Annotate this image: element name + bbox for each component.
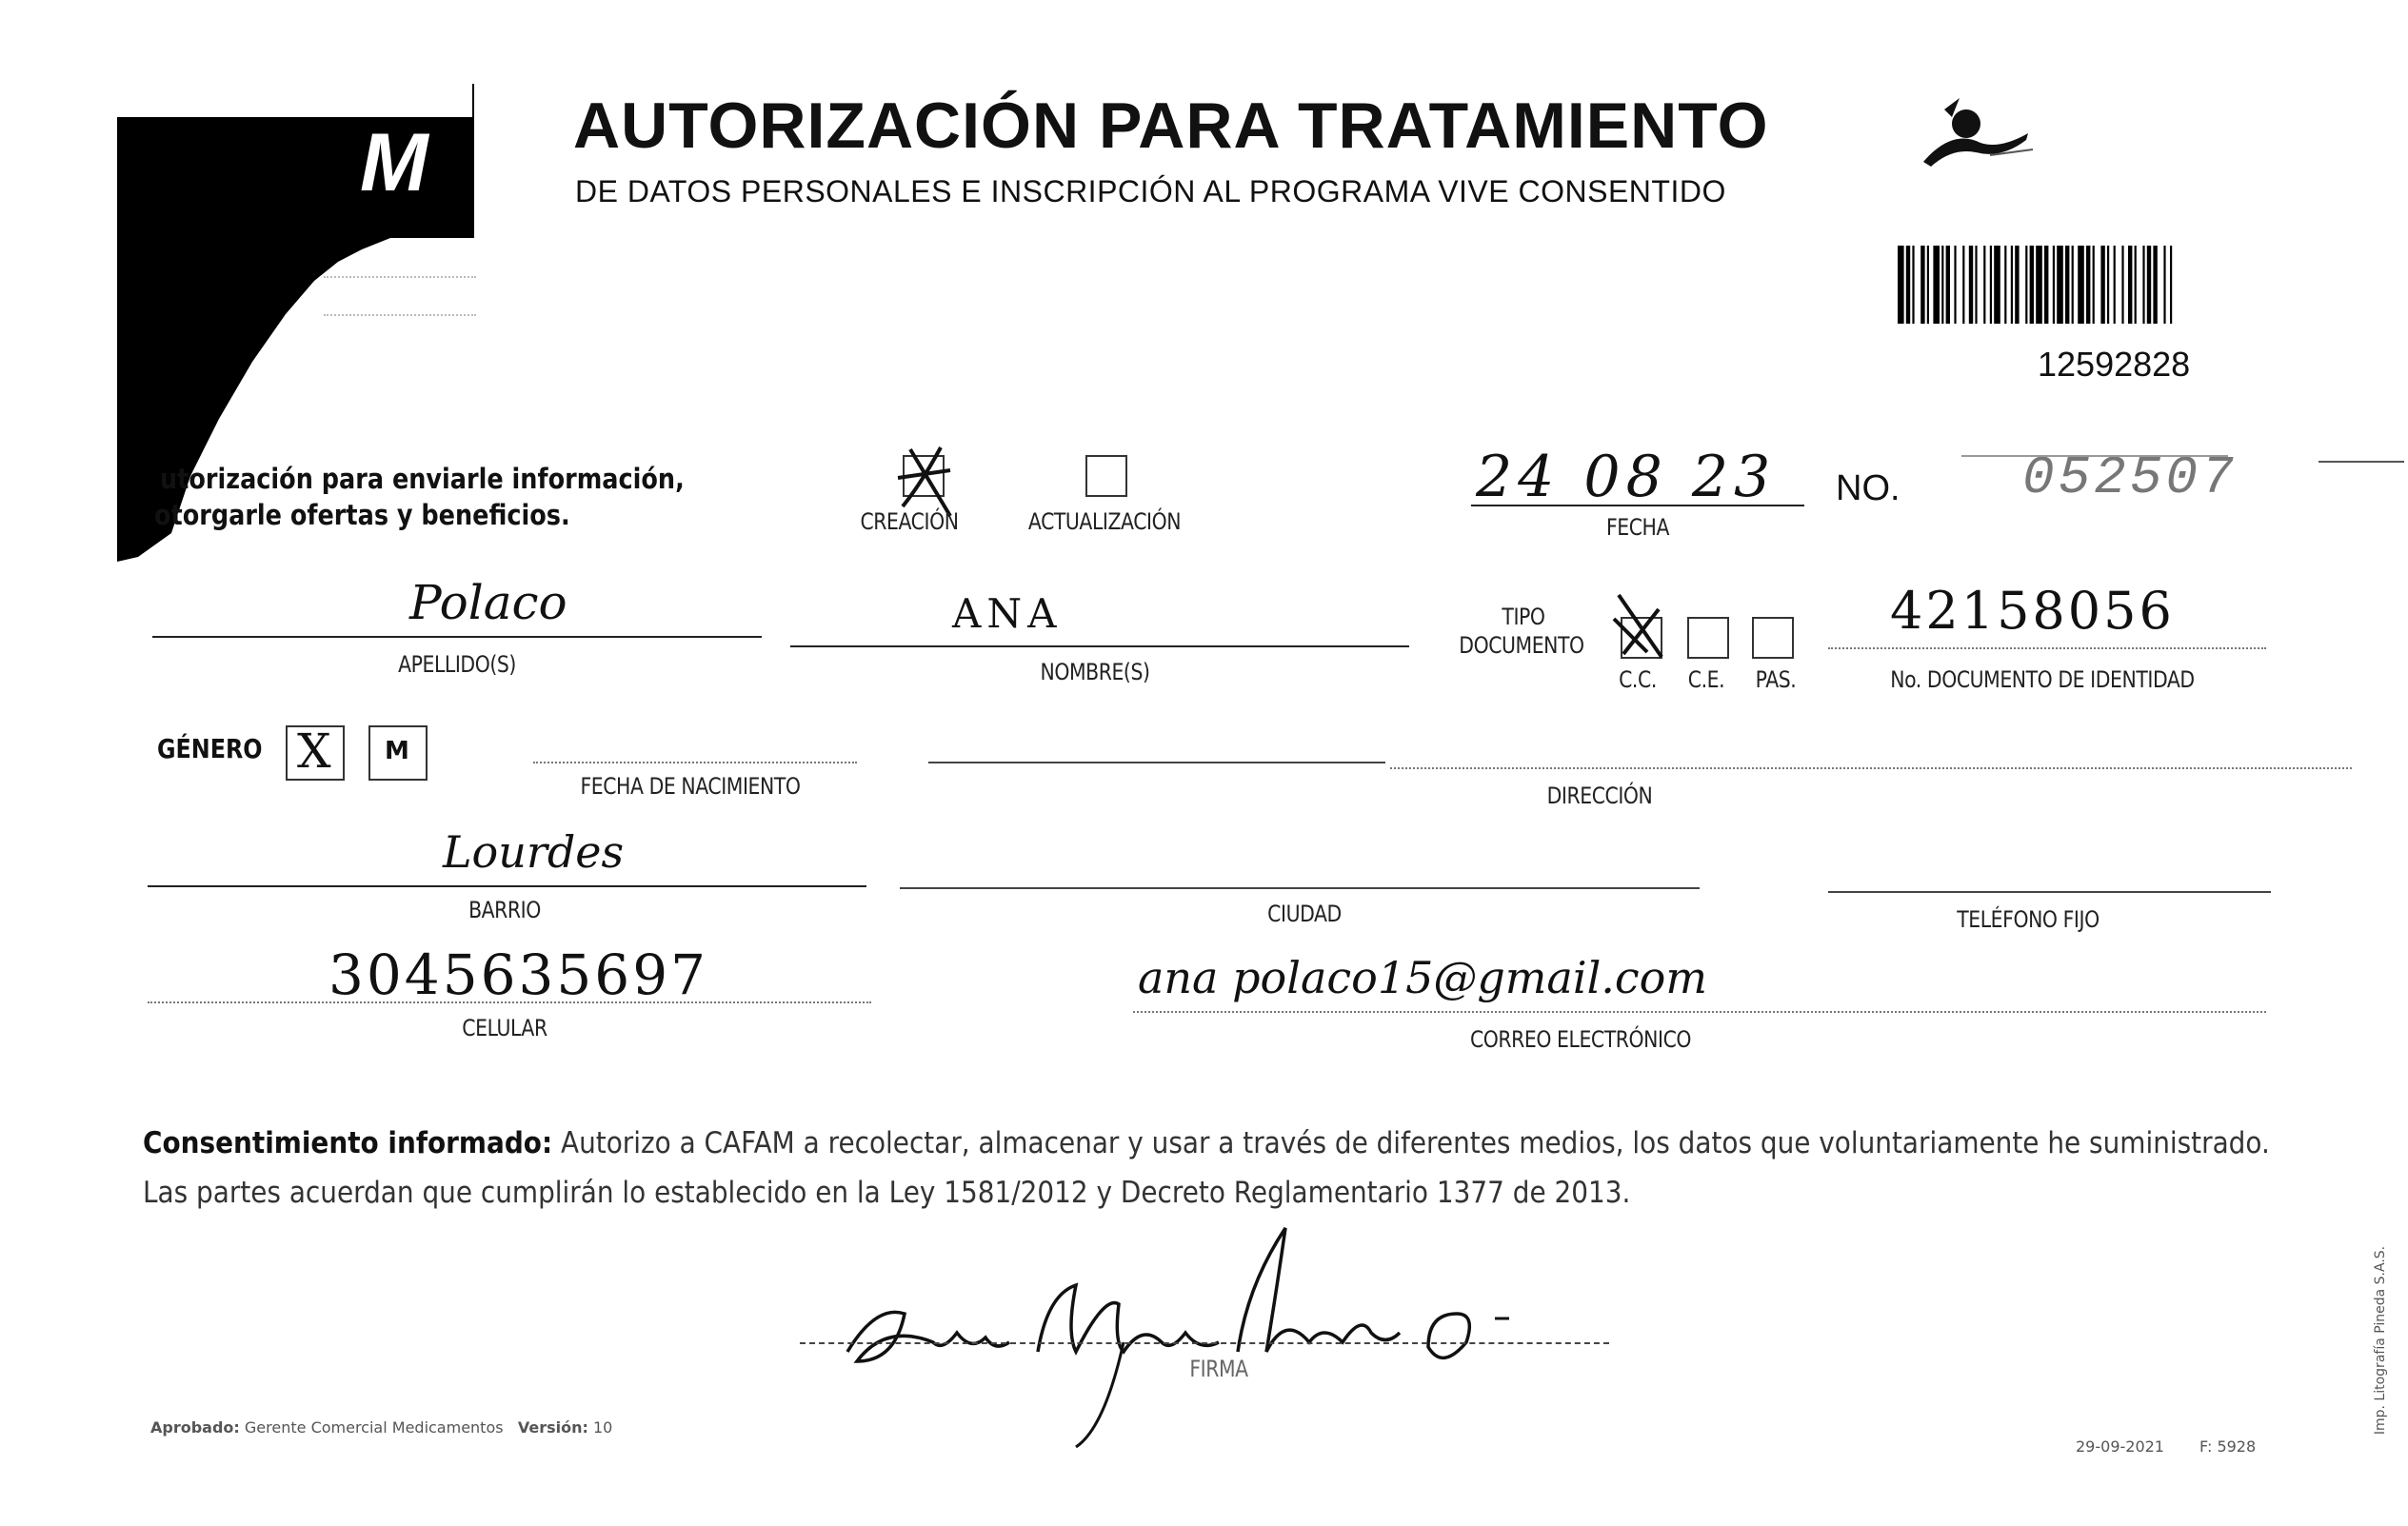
direccion-line xyxy=(928,762,1385,763)
barcode-number: 12592828 xyxy=(2038,345,2191,384)
firma-label: FIRMA xyxy=(1189,1356,1248,1382)
correo-line xyxy=(1133,1011,2266,1013)
ce-label: C.E. xyxy=(1687,666,1725,693)
nombre-line xyxy=(790,645,1409,647)
logo-text: M xyxy=(360,117,428,208)
actualizacion-checkbox[interactable] xyxy=(1085,455,1127,497)
consent-line-1 xyxy=(143,1119,2270,1168)
consent-paragraph xyxy=(143,1119,2270,1218)
printer-side-text: Imp. Litografía Pineda S.A.S. xyxy=(2373,1245,2388,1436)
direccion-label: DIRECCIÓN xyxy=(1546,783,1653,809)
telefono-label: TELÉFONO FIJO xyxy=(1957,906,2100,933)
ciudad-line xyxy=(900,887,1700,889)
firma-line xyxy=(800,1342,1609,1344)
fecha-value[interactable]: 24 08 23 xyxy=(1476,444,1777,510)
tipo-doc-label-1: TIPO xyxy=(1502,604,1545,630)
barrio-line xyxy=(148,885,866,887)
telefono-line xyxy=(1828,891,2271,893)
footer-form-code: F: 5928 xyxy=(2199,1437,2257,1456)
intro-line-1: utorización para enviarle información, xyxy=(160,463,685,495)
celular-value[interactable]: 3045635697 xyxy=(328,942,709,1007)
genero-label: GÉNERO xyxy=(157,733,263,764)
actualizacion-label: ACTUALIZACIÓN xyxy=(1027,508,1182,535)
ce-checkbox[interactable] xyxy=(1687,617,1729,659)
direccion-line-2 xyxy=(1390,767,2352,769)
numero-value: 052507 xyxy=(2022,447,2238,508)
cc-label: C.C. xyxy=(1619,666,1657,693)
celular-line xyxy=(148,1001,871,1003)
pas-checkbox[interactable] xyxy=(1752,617,1794,659)
apellido-value[interactable]: Polaco xyxy=(409,575,567,630)
form-title: AUTORIZACIÓN PARA TRATAMIENTO xyxy=(573,89,1769,162)
barrio-value[interactable]: Lourdes xyxy=(443,826,625,878)
version-value: 10 xyxy=(592,1418,613,1437)
cafam-emblem-icon xyxy=(1914,90,2038,176)
intro-line-2: otorgarle ofertas y beneficios. xyxy=(154,499,570,531)
fecha-nacimiento-line xyxy=(533,762,857,763)
fecha-nacimiento-label: FECHA DE NACIMIENTO xyxy=(580,773,801,800)
barrio-label: BARRIO xyxy=(468,897,541,923)
genero-m-label: M xyxy=(385,737,409,765)
creacion-label: CREACIÓN xyxy=(860,508,959,535)
faint-stamp xyxy=(324,276,476,316)
pas-label: PAS. xyxy=(1755,666,1797,693)
consent-text-1: Autorizo a CAFAM a recolectar, almacenar y usar a través de diferentes medios, los datos que voluntariamente he suministrado. xyxy=(552,1126,2270,1160)
genero-f-mark: X xyxy=(297,723,331,779)
apellido-label: APELLIDO(S) xyxy=(398,651,516,678)
correo-value[interactable]: ana polaco15@gmail.com xyxy=(1138,952,1707,1003)
cc-check-mark xyxy=(1600,585,1676,671)
fecha-label: FECHA xyxy=(1605,514,1670,541)
margin-line xyxy=(2318,461,2404,463)
documento-label: No. DOCUMENTO DE IDENTIDAD xyxy=(1890,666,2195,693)
consent-bold: Consentimiento informado: xyxy=(143,1126,553,1160)
apellido-line xyxy=(152,636,762,638)
celular-label: CELULAR xyxy=(462,1015,547,1041)
ciudad-label: CIUDAD xyxy=(1267,901,1342,927)
documento-value[interactable]: 42158056 xyxy=(1890,581,2175,641)
version-label: Versión: xyxy=(517,1418,588,1437)
form-subtitle: DE DATOS PERSONALES E INSCRIPCIÓN AL PROGRAMA VIVE CONSENTIDO xyxy=(575,174,1726,208)
tipo-doc-label-2: DOCUMENTO xyxy=(1459,632,1584,659)
nombre-value[interactable]: ANA xyxy=(952,590,1063,637)
consent-line-2: Las partes acuerdan que cumplirán lo establecido en la Ley 1581/2012 y Decreto Reglamentario 1377 de 2013. xyxy=(143,1176,1631,1210)
numero-label: NO. xyxy=(1836,468,1901,508)
documento-line xyxy=(1828,647,2266,649)
fecha-line xyxy=(1471,505,1804,506)
aprobado-label: Aprobado: xyxy=(150,1418,240,1437)
aprobado-value: Gerente Comercial Medicamentos xyxy=(244,1418,504,1437)
signature xyxy=(790,1209,1552,1457)
correo-label: CORREO ELECTRÓNICO xyxy=(1469,1026,1692,1053)
footer-approved xyxy=(150,1418,612,1437)
nombre-label: NOMBRE(S) xyxy=(1040,659,1150,685)
numero-top-line xyxy=(1961,455,2228,457)
barcode xyxy=(1898,246,2284,324)
footer-date: 29-09-2021 xyxy=(2076,1437,2164,1456)
